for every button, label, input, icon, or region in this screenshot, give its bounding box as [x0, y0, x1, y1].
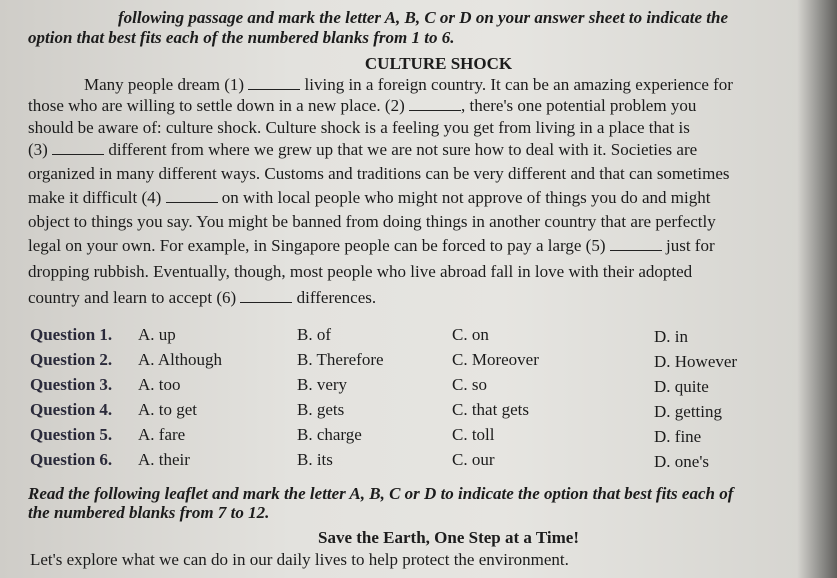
passage-line — [28, 188, 710, 208]
option-a: A. up — [138, 325, 176, 344]
passage-text: dropping rubbish. Eventually, though, most people who live abroad fall in love with their adopted — [28, 262, 693, 281]
page-edge-shadow — [797, 0, 837, 578]
passage-text: country and learn to accept (6) — [28, 288, 241, 307]
option-c: C. toll — [452, 425, 495, 444]
passage-text: make it difficult (4) — [28, 188, 166, 207]
option-b: B. very — [297, 375, 348, 394]
option-d: D. in — [654, 327, 688, 346]
passage-text: (3) — [28, 140, 53, 159]
passage-text: just for — [661, 236, 715, 255]
passage-line — [28, 164, 730, 184]
option-c: C. so — [452, 375, 487, 394]
option-b: B. of — [297, 325, 331, 344]
option-d: D. one's — [654, 452, 710, 471]
passage-text: living in a foreign country. It can be an amazing experience for — [300, 75, 733, 94]
question-label: Question 5. — [30, 425, 113, 444]
option-a: A. Although — [138, 350, 223, 369]
answer-blank — [409, 96, 461, 111]
passage-text: legal on your own. For example, in Singapore people can be forced to pay a large (5) — [28, 236, 610, 255]
instruction-bottom-line-1: Read the following leaflet and mark the letter A, B, C or D to indicate the option that best fits each of — [28, 484, 734, 503]
passage-text: Many people dream (1) — [84, 75, 249, 94]
passage-line — [28, 96, 696, 116]
answer-blank — [248, 75, 300, 90]
option-c: C. on — [452, 325, 489, 344]
option-d: D. fine — [654, 427, 702, 446]
question-label: Question 4. — [30, 400, 113, 419]
option-c: C. Moreover — [452, 350, 539, 369]
instruction-line-1: following passage and mark the letter A, B, C or D on your answer sheet to indicate the — [118, 8, 729, 27]
question-label: Question 1. — [30, 325, 113, 344]
answer-blank — [52, 140, 104, 155]
option-c: C. that gets — [452, 400, 529, 419]
answer-blank — [610, 236, 662, 251]
option-a: A. too — [138, 375, 181, 394]
option-a: A. to get — [138, 400, 198, 419]
leaflet-intro: Let's explore what we can do in our daily lives to help protect the environment. — [30, 550, 569, 569]
question-label: Question 2. — [30, 350, 113, 369]
instruction-line-2: option that best fits each of the numbered blanks from 1 to 6. — [28, 28, 455, 47]
passage-title: CULTURE SHOCK — [364, 54, 513, 73]
option-b: B. its — [297, 450, 333, 469]
passage-text: organized in many different ways. Customs and traditions can be very different and that can sometimes — [28, 164, 730, 183]
option-a: A. fare — [138, 425, 186, 444]
passage-text: different from where we grew up that we are not sure how to deal with it. Societies are — [104, 140, 698, 159]
option-d: D. However — [654, 352, 738, 371]
passage-line — [28, 118, 690, 138]
instruction-bottom-line-2: the numbered blanks from 7 to 12. — [28, 503, 270, 522]
passage-line — [28, 140, 697, 160]
option-b: B. gets — [297, 400, 345, 419]
passage-line — [28, 236, 715, 256]
passage-text: object to things you say. You might be banned from doing things in another country that are perfectly — [28, 212, 716, 231]
passage-text: those who are willing to settle down in a new place. (2) — [28, 96, 409, 115]
passage-text: should be aware of: culture shock. Culture shock is a feeling you get from living in a place that is — [28, 118, 690, 137]
question-label: Question 3. — [30, 375, 113, 394]
passage-text: , there's one potential problem you — [460, 96, 697, 115]
option-d: D. quite — [654, 377, 709, 396]
answer-blank — [240, 288, 292, 303]
option-c: C. our — [452, 450, 495, 469]
option-a: A. their — [138, 450, 190, 469]
answer-blank — [166, 188, 218, 203]
passage-text: differences. — [292, 288, 377, 307]
option-b: B. charge — [297, 425, 362, 444]
option-d: D. getting — [654, 402, 722, 421]
passage-line — [84, 75, 733, 95]
option-b: B. Therefore — [297, 350, 384, 369]
passage-line — [28, 288, 376, 308]
leaflet-title: Save the Earth, One Step at a Time! — [318, 528, 579, 547]
passage-line — [28, 212, 716, 232]
passage-text: on with local people who might not approve of things you do and might — [217, 188, 711, 207]
passage-line — [28, 262, 692, 282]
question-label: Question 6. — [30, 450, 113, 469]
